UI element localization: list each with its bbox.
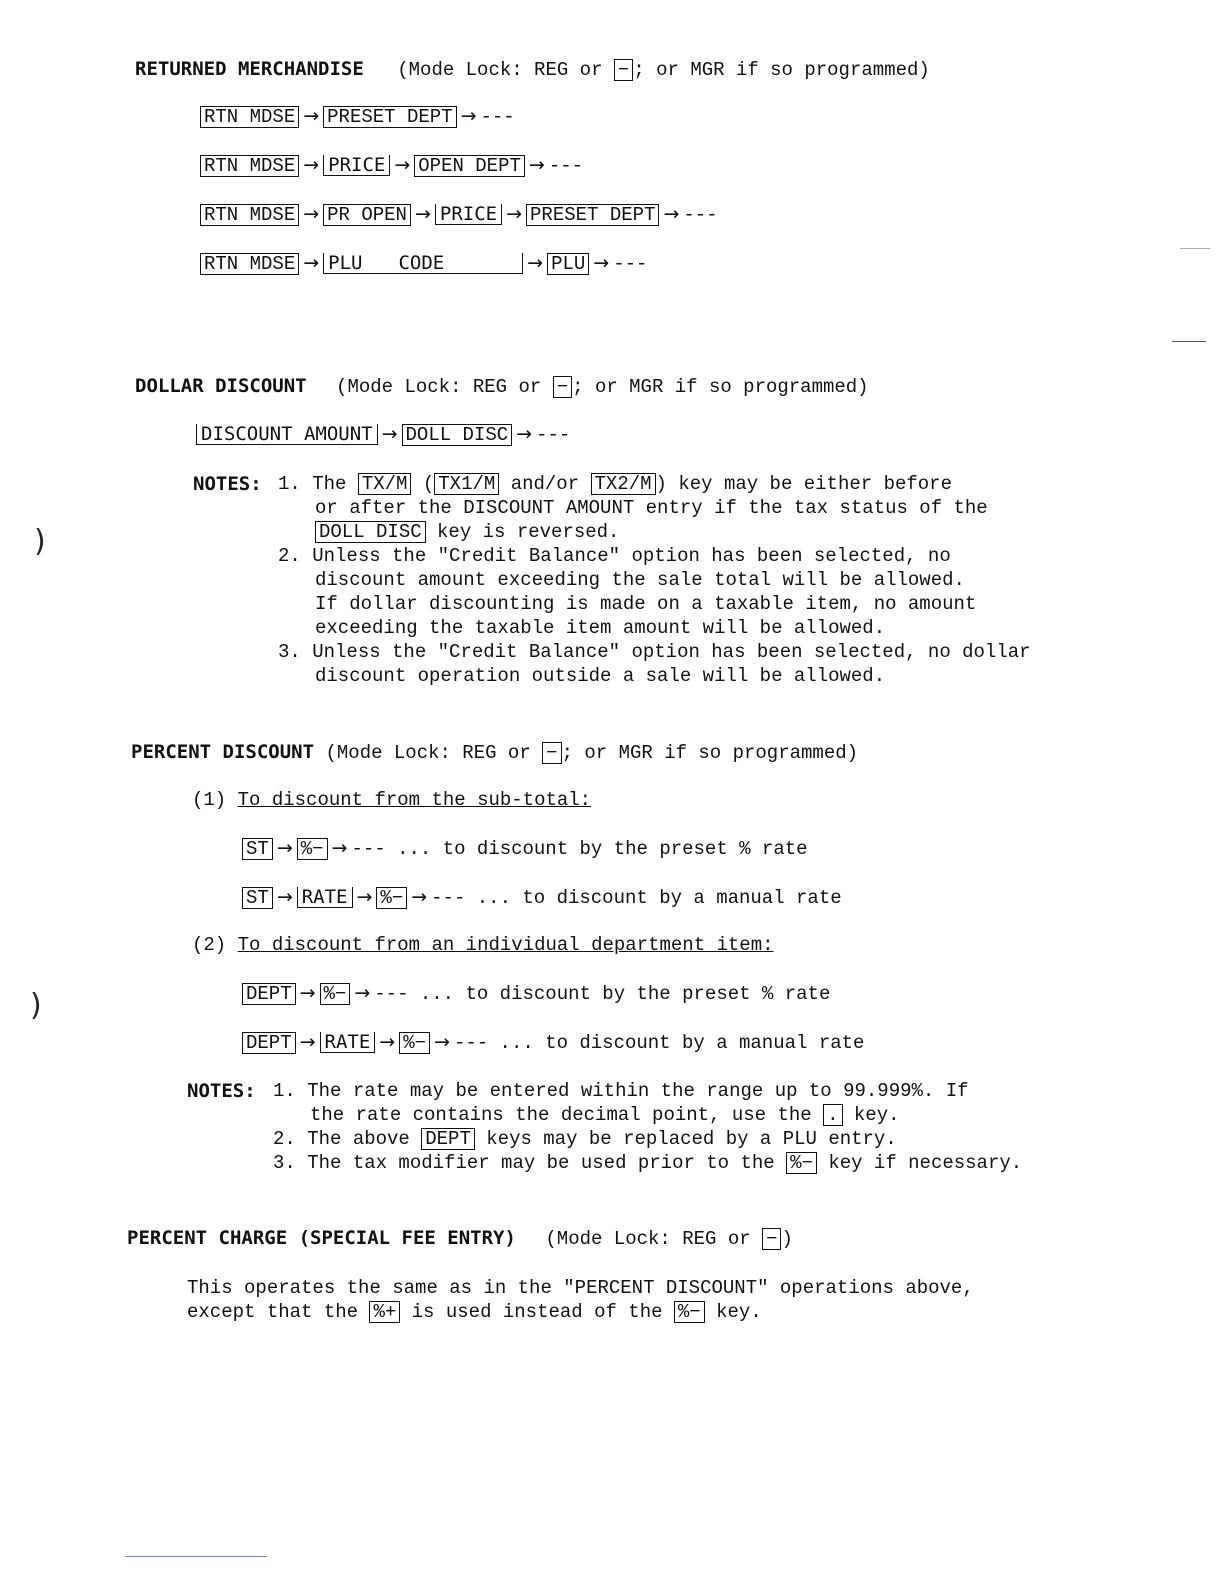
mode-lock-text: (Mode Lock: REG or	[397, 59, 603, 81]
dollar-discount-sequence	[196, 423, 570, 446]
tx2-m-key: TX2/M	[591, 473, 656, 495]
st-preset-sequence	[242, 837, 808, 860]
arrow-icon: →	[460, 105, 477, 127]
note-number: 1.	[273, 1080, 296, 1102]
decimal-point-key: .	[823, 1104, 842, 1126]
mode-lock-text: (Mode Lock: REG or	[336, 376, 542, 398]
percent-minus-key: %−	[297, 838, 328, 860]
mode-lock-tail: ; or MGR if so programmed)	[561, 742, 859, 764]
arrow-icon: →	[528, 154, 545, 176]
subsection-number: (2)	[192, 934, 227, 956]
note-text: key if necessary.	[828, 1152, 1023, 1174]
continuation: --- ... to discount by a manual rate	[453, 1032, 865, 1054]
st-manual-sequence	[242, 886, 842, 909]
preset-dept-key: PRESET DEPT	[526, 204, 659, 226]
price-entry: PRICE	[323, 155, 390, 176]
note-text: Unless the "Credit Balance" option has been selected, no	[312, 545, 951, 567]
arrow-icon: →	[411, 886, 428, 908]
mode-lock-tail: ; or MGR if so programmed)	[633, 59, 930, 81]
st-key: ST	[242, 838, 273, 860]
note-number: 2.	[278, 545, 301, 567]
note-text: or after the DISCOUNT AMOUNT entry if the tax status of the	[315, 497, 988, 519]
dept-manual-sequence	[242, 1031, 864, 1054]
rtn-sequence-2	[200, 154, 583, 177]
rtn-sequence-4	[200, 252, 647, 275]
mode-lock-tail: )	[781, 1228, 793, 1250]
note-text: and/or	[510, 473, 580, 495]
paragraph-line: This operates the same as in the "PERCENT DISCOUNT" operations above,	[187, 1277, 974, 1299]
note-text: The	[312, 473, 347, 495]
note-text: The above	[307, 1128, 410, 1150]
arrow-icon: →	[381, 423, 398, 445]
note-number: 3.	[273, 1152, 296, 1174]
percent-charge-body	[187, 1276, 974, 1324]
continuation: --- ... to discount by the preset % rate	[374, 983, 831, 1005]
mode-lock-text: (Mode Lock: REG or	[545, 1228, 751, 1250]
arrow-icon: →	[303, 154, 320, 176]
arrow-icon: →	[434, 1031, 450, 1053]
note-number: 2.	[273, 1128, 296, 1150]
note-text: key.	[853, 1104, 900, 1126]
arrow-icon: →	[276, 837, 293, 859]
percent-minus-key: %−	[399, 1032, 430, 1054]
dollar-note-1	[278, 472, 1031, 688]
arrow-icon: →	[593, 252, 610, 274]
note-text: The rate may be entered within the range up to 99.999%. If	[307, 1080, 969, 1102]
section-title: RETURNED MERCHANDISE	[135, 58, 364, 80]
discount-amount-entry: DISCOUNT AMOUNT	[196, 424, 378, 445]
minus-key: −	[553, 376, 572, 398]
percent-minus-key: %−	[376, 887, 407, 909]
mode-lock-text: (Mode Lock: REG or	[325, 742, 531, 764]
continuation: ---	[480, 106, 515, 128]
dept-preset-sequence	[242, 982, 830, 1005]
percent-discount-notes	[187, 1079, 256, 1104]
section-title: DOLLAR DISCOUNT	[135, 375, 307, 397]
minus-key: −	[762, 1228, 781, 1250]
section-title: PERCENT CHARGE (SPECIAL FEE ENTRY)	[127, 1227, 516, 1249]
arrow-icon: →	[299, 982, 316, 1004]
subsection-number: (1)	[192, 789, 227, 811]
dept-key: DEPT	[242, 983, 296, 1005]
percent-minus-key: %−	[786, 1152, 817, 1174]
paragraph-text: key.	[716, 1301, 762, 1323]
price-entry: PRICE	[435, 204, 502, 225]
margin-mark: )	[34, 524, 46, 559]
dept-key: DEPT	[242, 1032, 296, 1054]
note-text: the rate contains the decimal point, use the	[310, 1104, 812, 1126]
note-text: discount operation outside a sale will be allowed.	[315, 665, 886, 687]
subsection-title: To discount from an individual department item:	[237, 934, 774, 956]
rate-entry: RATE	[297, 887, 353, 908]
plu-label: PLU	[328, 252, 363, 274]
arrow-icon: →	[303, 252, 320, 274]
subsection-1	[192, 789, 591, 811]
minus-key: −	[542, 742, 561, 764]
percent-minus-key: %−	[674, 1301, 705, 1323]
note-text: exceeding the taxable item amount will be allowed.	[315, 617, 886, 639]
percent-charge-heading	[127, 1227, 793, 1250]
paragraph-text: except that the	[187, 1301, 359, 1323]
note-text: The tax modifier may be used prior to the	[307, 1152, 775, 1174]
rate-entry: RATE	[320, 1032, 376, 1053]
margin-mark: )	[30, 988, 42, 1023]
arrow-icon: →	[394, 154, 411, 176]
note-text: ) key may be either before	[655, 473, 952, 495]
rtn-mdse-key: RTN MDSE	[200, 253, 299, 275]
arrow-icon: →	[356, 886, 373, 908]
doll-disc-key: DOLL DISC	[402, 424, 513, 446]
arrow-icon: →	[506, 203, 523, 225]
subsection-2	[192, 934, 774, 956]
rtn-sequence-3	[200, 203, 718, 226]
arrow-icon: →	[414, 203, 431, 225]
rtn-mdse-key: RTN MDSE	[200, 155, 299, 177]
note-text: discount amount exceeding the sale total will be allowed.	[315, 569, 965, 591]
plu-key: PLU	[547, 253, 589, 275]
arrow-icon: →	[303, 203, 320, 225]
note-number: 3.	[278, 641, 301, 663]
note-number: 1.	[278, 473, 301, 495]
note-text: key is reversed.	[437, 521, 620, 543]
arrow-icon: →	[331, 837, 348, 859]
dept-key: DEPT	[421, 1128, 475, 1150]
section-title: PERCENT DISCOUNT	[131, 741, 315, 763]
percent-plus-key: %+	[369, 1301, 400, 1323]
note-text: If dollar discounting is made on a taxable item, no amount	[315, 593, 977, 615]
minus-key: −	[614, 59, 633, 81]
arrow-icon: →	[527, 252, 544, 274]
rtn-mdse-key: RTN MDSE	[200, 204, 299, 226]
notes-label: NOTES:	[187, 1080, 256, 1102]
footer-rule	[125, 1556, 267, 1557]
continuation: ---	[613, 253, 648, 275]
percent-minus-key: %−	[320, 983, 351, 1005]
preset-dept-key: PRESET DEPT	[323, 106, 456, 128]
open-dept-key: OPEN DEPT	[414, 155, 525, 177]
paragraph-text: is used instead of the	[411, 1301, 663, 1323]
arrow-icon: →	[379, 1031, 396, 1053]
pr-open-key: PR OPEN	[323, 204, 411, 226]
scan-mark	[1172, 341, 1206, 342]
plu-code-entry	[323, 253, 523, 274]
scan-mark	[1180, 248, 1210, 249]
arrow-icon: →	[276, 886, 293, 908]
st-key: ST	[242, 887, 273, 909]
note-text: Unless the "Credit Balance" option has been selected, no dollar	[312, 641, 1031, 663]
continuation: --- ... to discount by the preset % rate	[351, 838, 808, 860]
mode-lock-tail: ; or MGR if so programmed)	[572, 376, 869, 398]
continuation: ---	[536, 424, 571, 446]
rtn-mdse-key: RTN MDSE	[200, 106, 299, 128]
dollar-discount-notes	[193, 472, 262, 497]
continuation: ---	[548, 155, 584, 177]
tx-m-key: TX/M	[358, 473, 412, 495]
arrow-icon: →	[354, 982, 371, 1004]
note-text: keys may be replaced by a PLU entry.	[486, 1128, 897, 1150]
doll-disc-key: DOLL DISC	[315, 521, 426, 543]
note-text: (	[422, 473, 435, 495]
notes-label: NOTES:	[193, 473, 262, 495]
continuation: --- ... to discount by a manual rate	[431, 887, 842, 909]
returned-merchandise-heading	[135, 58, 930, 81]
subsection-title: To discount from the sub-total:	[237, 789, 592, 811]
tx1-m-key: TX1/M	[434, 473, 499, 495]
arrow-icon: →	[299, 1031, 316, 1053]
arrow-icon: →	[516, 423, 533, 445]
percent-notes-body	[273, 1079, 1022, 1175]
code-label: CODE	[398, 252, 445, 274]
arrow-icon: →	[663, 203, 680, 225]
percent-discount-heading	[131, 741, 858, 764]
arrow-icon: →	[303, 105, 320, 127]
rtn-sequence-1	[200, 105, 515, 128]
dollar-discount-heading	[135, 375, 869, 398]
continuation: ---	[683, 204, 718, 226]
